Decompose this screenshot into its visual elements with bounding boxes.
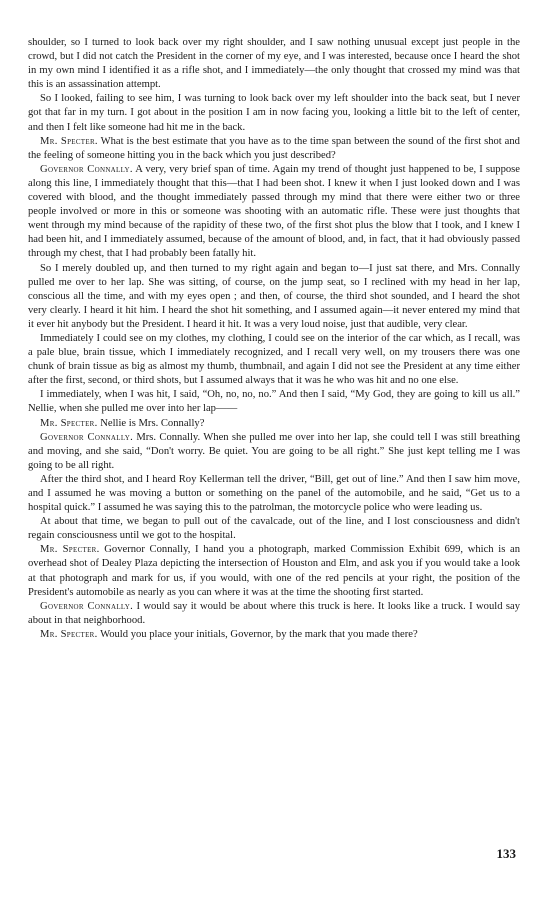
paragraph-text: So I merely doubled up, and then turned to my right again and began to—I just sat there, and Mrs. Connally pulled me over to her lap. She was sitting, of course, on the jump seat, so I reclined with my head in her lap, conscious all the time, and with my eyes open ; and then, of course, the third shot sounded, and I heard the shot very clearly. I heard it hit him. I heard the shot hit something, and I assumed again—it never entered my mind that it ever hit anybody but the President. I heard it hit. It was a very loud noise, just that audible, very clear. (28, 262, 520, 330)
paragraph-text: shoulder, so I turned to look back over my right shoulder, and I saw nothing unusual except just people in the crowd, but I did not catch the President in the corner of my eye, and I was interested, because once I heard the shot in my own mind I identified it as a rifle shot, and I immediately—the only thought that crossed my mind was that this is an assassination attempt. (28, 37, 520, 91)
paragraph (28, 163, 520, 262)
paragraph-text: What is the best estimate that you have as to the time span between the sound of the first shot and the feeling of someone hitting you in the back which you just described? (28, 135, 520, 161)
paragraph (28, 543, 520, 599)
paragraph-text: I immediately, when I was hit, I said, “Oh, no, no, no.” And then I said, “My God, they are going to kill us all.” Nellie, when she pulled me over into her lap—— (28, 389, 520, 415)
paragraph-text: Immediately I could see on my clothes, my clothing, I could see on the interior of the car which, as I recall, was a pale blue, brain tissue, which I immediately recognized, and I recall very well, on my trousers there was one chunk of brain tissue as big as almost my thumb, thumbnail, and again I did not see the President at any time either after the first, second, or third shots, but I assumed always that it was he who was hit and no one else. (28, 332, 520, 387)
paragraph (28, 92, 520, 134)
paragraph (28, 262, 520, 332)
speaker-label: Governor Connally. (40, 431, 134, 443)
speaker-label: Governor Connally. (40, 163, 133, 175)
paragraph-text: I would say it would be about where this truck is here. It looks like a truck. I would say about in that neighborhood. (28, 600, 521, 626)
paragraph (28, 388, 520, 416)
speaker-label: Mr. Specter. (40, 135, 98, 147)
speaker-label: Mr. Specter. (40, 544, 100, 556)
paragraph-text: After the third shot, and I heard Roy Kellerman tell the driver, “Bill, get out of line.” And then I saw him move, and I assumed he was moving a button or something on the panel of the automobile, and he said, “Get us to a hospital quick.” I assumed he was saying this to the patrolman, the motorcycle police who were leading us. (28, 473, 520, 514)
paragraph (28, 417, 520, 431)
paragraph (28, 135, 520, 163)
paragraph-text: Would you place your initials, Governor, by the mark that you made there? (100, 628, 418, 640)
speaker-label: Governor Connally. (40, 600, 134, 612)
paragraph-text: So I looked, failing to see him, I was turning to look back over my left shoulder into the back seat, but I never got that far in my turn. I got about in the position I am in now facing you, looking a little bit to the left of center, and then I felt like someone had hit me in the back. (28, 93, 520, 133)
paragraph (28, 332, 520, 388)
paragraph (28, 515, 520, 543)
paragraph-text: Governor Connally, I hand you a photograph, marked Commission Exhibit 699, which is an overhead shot of Dealey Plaza depicting the intersection of Houston and Elm, and ask you if you would take a look at that photograph and mark for us, if you would, with one of the red pencils at your right, the position of the President's automobile as nearly as you can where it was at the time the shooting first started. (28, 544, 520, 598)
paragraph (28, 473, 520, 515)
paragraph (28, 600, 520, 628)
paragraph-text: A very, very brief span of time. Again my trend of thought just happened to be, I suppose along this line, I immediately thought that this—that I had been shot. I knew it when I just looked down and I was covered with blood, and the thought immediately passed through my mind that there were either two or three people involved or more in this or someone was shooting with an automatic rifle. These were just thoughts that went through my mind because of the rapidity of these two, of the first shot plus the blow that I took, and I knew I had been hit, and I immediately assumed, because of the amount of blood, and, in fact, that it had obviously passed through my chest, that I had probably been fatally hit. (28, 163, 520, 260)
document-body (28, 36, 520, 642)
paragraph (28, 628, 520, 642)
page-number: 133 (496, 846, 516, 861)
paragraph-text: At about that time, we began to pull out of the cavalcade, out of the line, and I lost consciousness and didn't regain consciousness until we got to the hospital. (28, 516, 520, 542)
paragraph-text: Mrs. Connally. When she pulled me over into her lap, she could tell I was still breathing and moving, and she said, “Don't worry. Be quiet. You are going to be all right.” She just kept telling me I was going to be all right. (28, 431, 520, 471)
paragraph (28, 36, 520, 92)
paragraph-text: Nellie is Mrs. Connally? (100, 417, 205, 429)
speaker-label: Mr. Specter. (40, 628, 98, 640)
speaker-label: Mr. Specter. (40, 417, 98, 429)
paragraph (28, 431, 520, 473)
